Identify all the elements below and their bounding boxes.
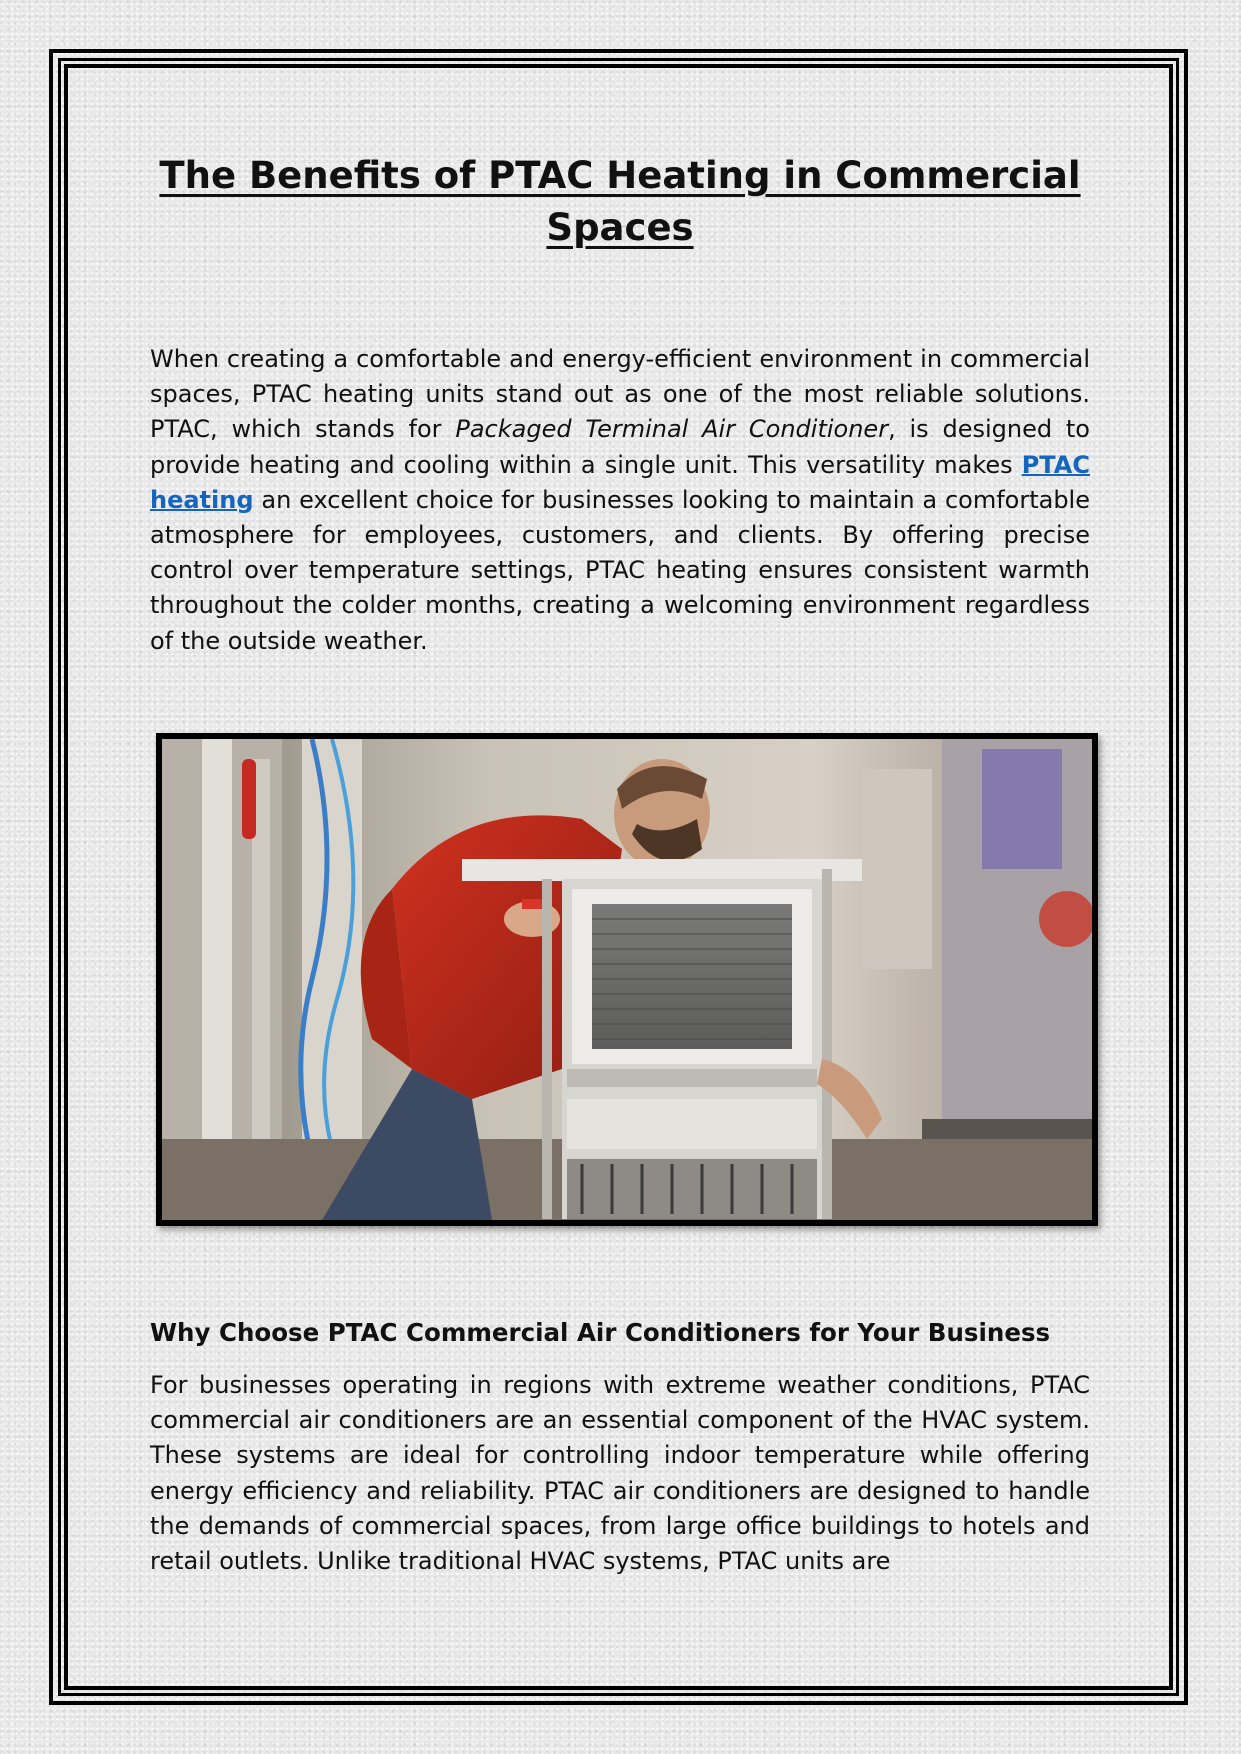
intro-text-middle: , is designed to provide heating and cooling within a single unit. This versatility makes xyxy=(150,415,1090,479)
intro-text-start: When creating a comfortable and energy-efficient environment in commercial spaces, PTAC heating units stand out as one of the most reliable solutions. PTAC, which stands for xyxy=(150,345,1090,444)
intro-term: Packaged Terminal Air Conditioner xyxy=(455,415,889,444)
section-body: For businesses operating in regions with extreme weather conditions, PTAC commercial air conditioners are an essential component of the HVAC system. These systems are ideal for controlling indoor temperature while offering energy efficiency and reliability. PTAC air conditioners are designed to handle the demands of commercial spaces, from large office buildings to hotels and retail outlets. Unlike traditional HVAC systems, PTAC units are xyxy=(150,1371,1090,1576)
title-block xyxy=(150,150,1090,254)
technician-ptac-photo xyxy=(156,733,1098,1226)
page-title: The Benefits of PTAC Heating in Commercial Spaces xyxy=(159,154,1081,249)
ptac-heating-link[interactable]: PTAC heating xyxy=(150,450,1090,514)
photo-illustration xyxy=(162,739,1092,1220)
intro-text-end: an excellent choice for businesses looking to maintain a comfortable atmosphere for employees, customers, and clients. By offering precise control over temperature settings, PTAC heating ensures consistent warmth throughout the colder months, creating a welcoming environment regardless of the outside weather. xyxy=(150,485,1090,655)
section-heading: Why Choose PTAC Commercial Air Conditioners for Your Business xyxy=(150,1318,1051,1347)
intro-paragraph xyxy=(150,342,1090,659)
